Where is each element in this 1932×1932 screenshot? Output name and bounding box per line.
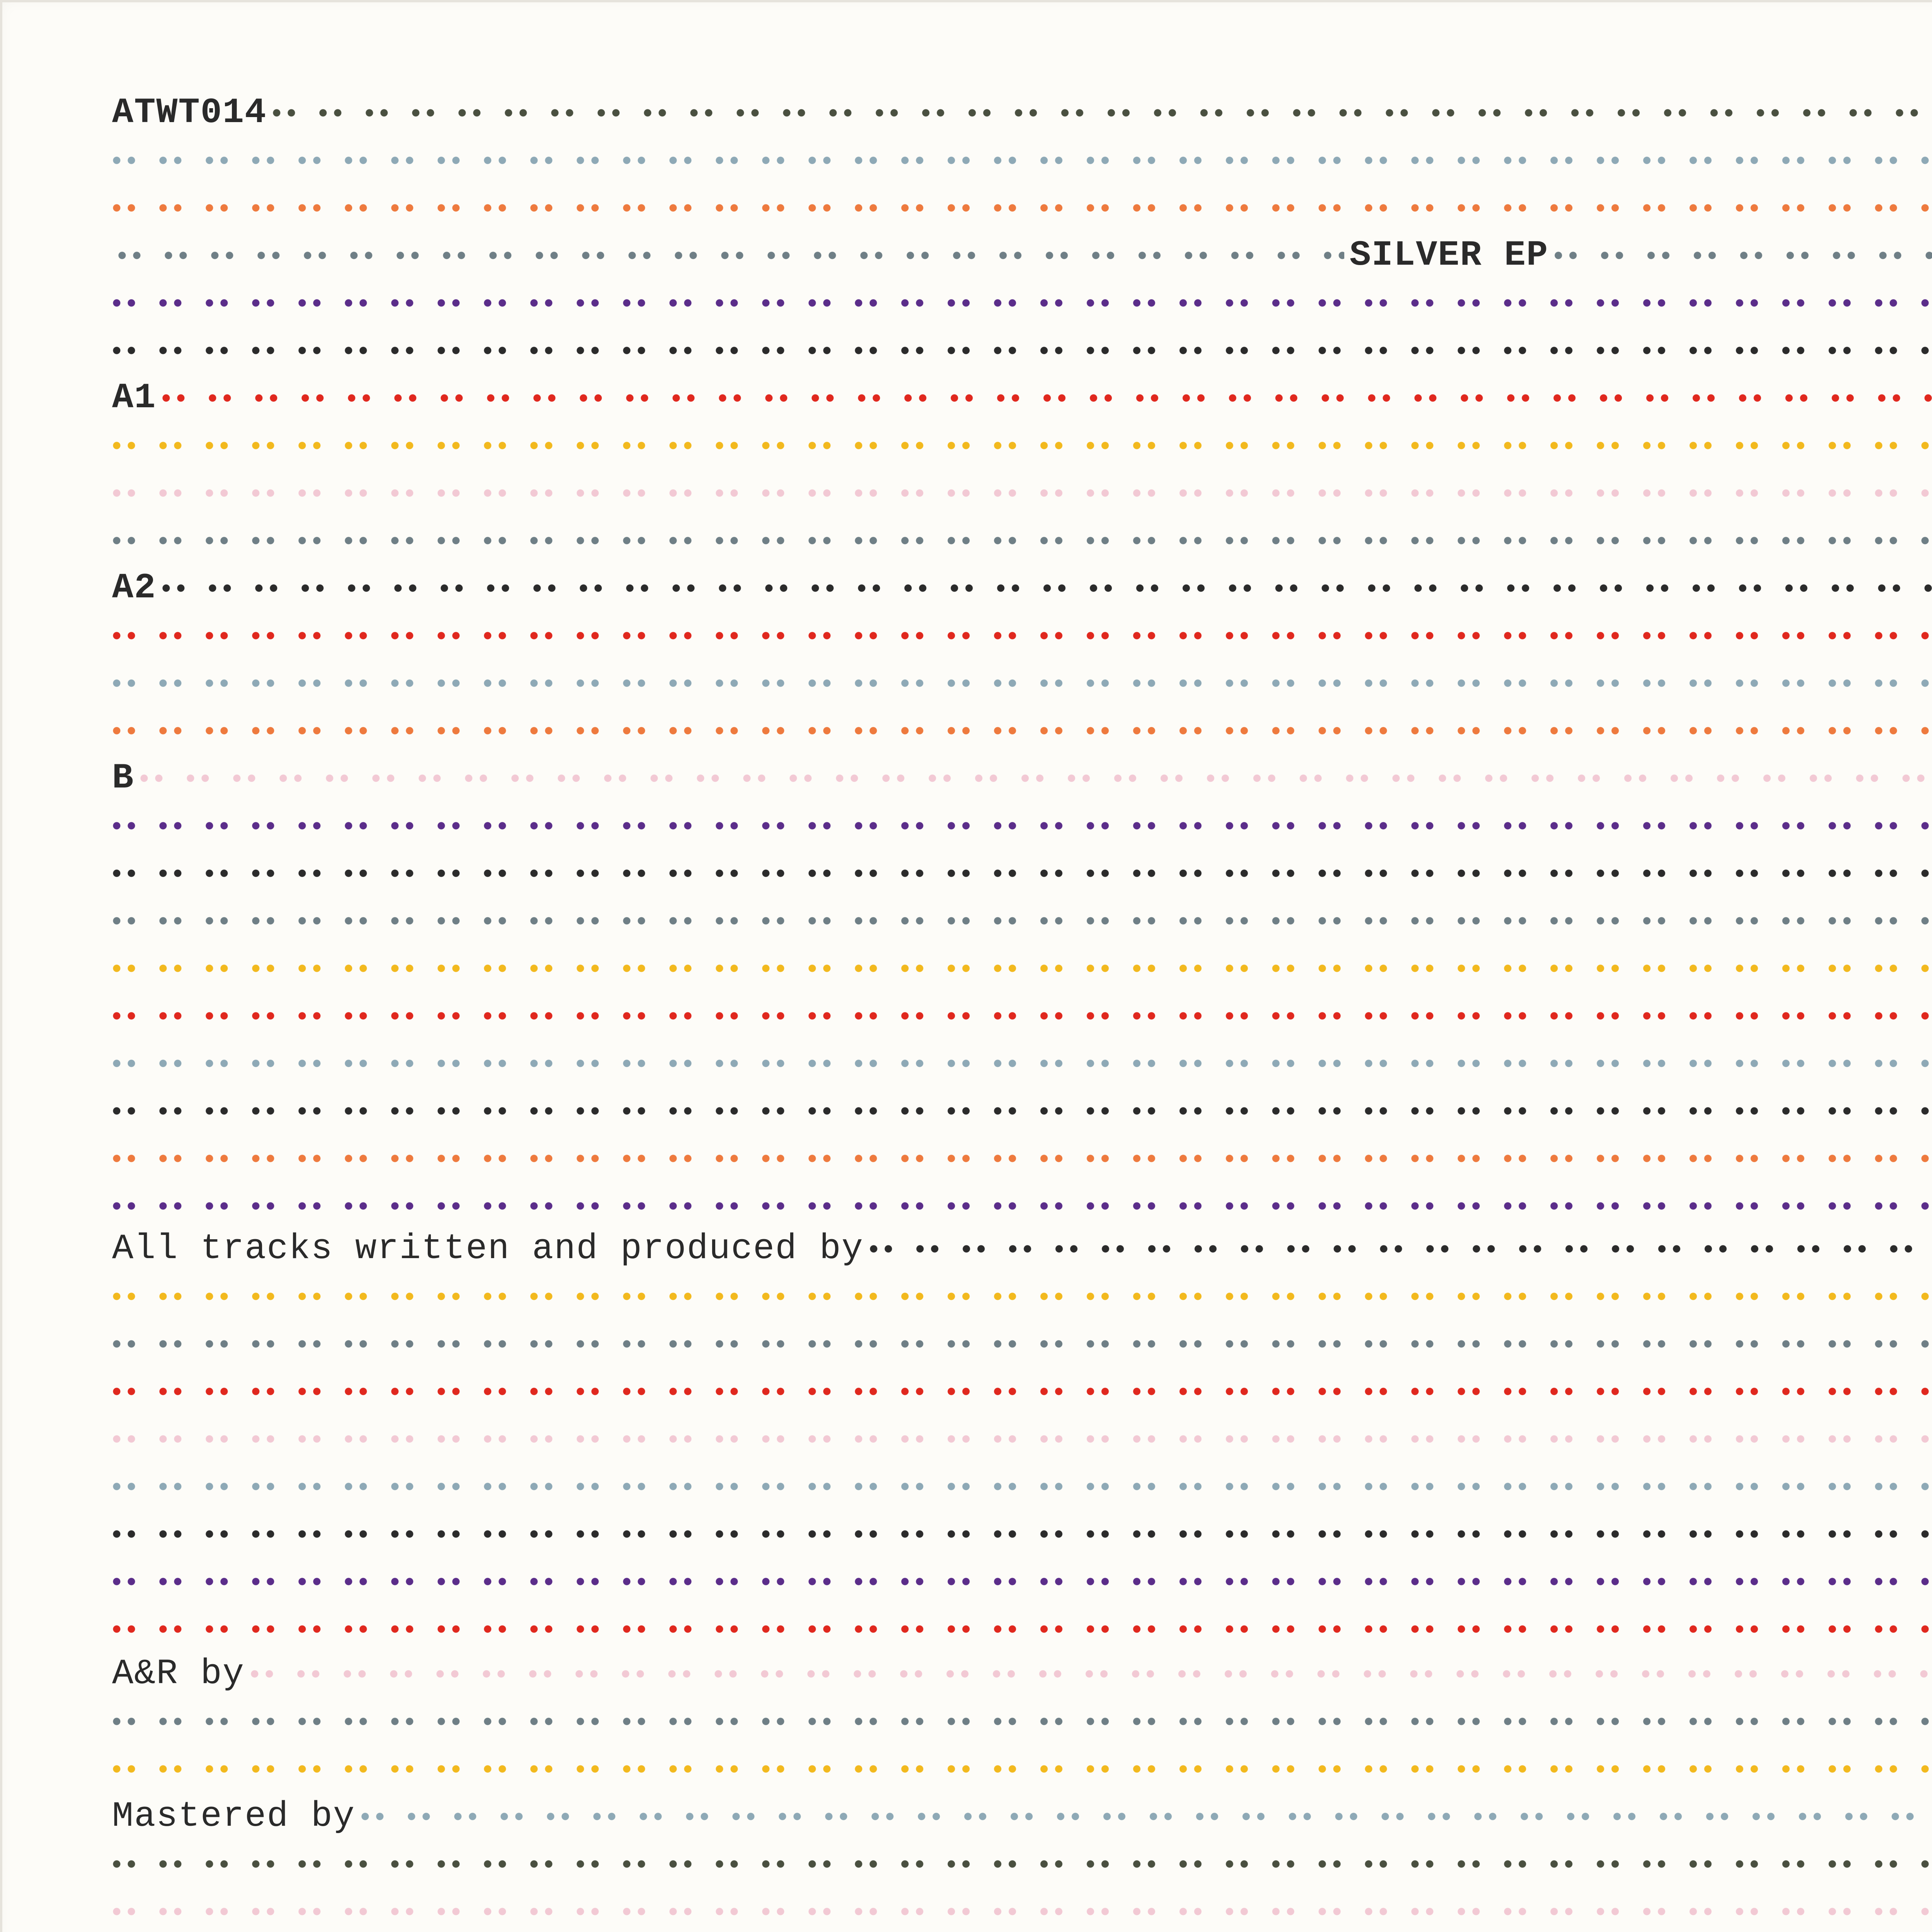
dot-leader (112, 1011, 1932, 1020)
dot-line (112, 1320, 1932, 1367)
dot-leader (250, 1669, 1932, 1679)
credit-role: Mastered by (112, 1796, 355, 1837)
dot-leader (112, 1292, 1932, 1301)
dot-leader (139, 774, 1932, 783)
dot-leader (112, 346, 1932, 355)
dot-line (112, 1745, 1932, 1793)
dot-leader (112, 1624, 1932, 1634)
dot-line (112, 1272, 1932, 1320)
track-side: A2 (112, 567, 156, 608)
dot-leader (112, 1339, 1932, 1349)
dot-line (112, 1182, 1932, 1230)
track-side: B (112, 757, 134, 798)
dot-leader (112, 1154, 1932, 1163)
dot-leader (112, 1482, 1932, 1491)
dot-line (112, 944, 1932, 992)
dot-line (112, 1697, 1932, 1745)
dot-line (112, 279, 1932, 327)
dot-leader (112, 869, 1932, 878)
dot-leader (112, 1059, 1932, 1068)
dot-line (112, 1134, 1932, 1182)
track-side: A1 (112, 377, 156, 418)
dot-leader (112, 203, 1932, 213)
credit-row (112, 1650, 1932, 1697)
dot-line (112, 659, 1932, 707)
dot-line (112, 897, 1932, 944)
track-row (112, 564, 1932, 612)
dot-leader (112, 1387, 1932, 1396)
dot-leader (112, 1717, 1932, 1726)
dot-line (112, 1510, 1932, 1558)
dot-leader (112, 726, 1932, 735)
track-row (112, 754, 1932, 802)
release-title: SILVER EP (1349, 235, 1549, 276)
dot-leader (117, 251, 1344, 260)
dot-line (112, 136, 1932, 184)
header-row (112, 89, 1932, 136)
dot-leader (112, 298, 1932, 308)
dot-line (112, 1605, 1932, 1653)
dot-line (112, 707, 1932, 754)
dot-leader (112, 679, 1932, 688)
dot-leader (112, 156, 1932, 165)
dot-line (112, 1087, 1932, 1134)
dot-leader (112, 1201, 1932, 1211)
dot-leader (112, 1529, 1932, 1539)
credit-row (112, 1793, 1932, 1840)
dot-leader (869, 1244, 1932, 1253)
credit-role: All tracks written and produced by (112, 1228, 864, 1269)
dot-line (112, 517, 1932, 564)
dot-line (112, 1415, 1932, 1463)
dot-leader (112, 536, 1932, 545)
dot-line (112, 1558, 1932, 1605)
catalog-number: ATWT014 (112, 92, 267, 133)
credit-row (112, 1225, 1932, 1272)
dot-line (112, 1039, 1932, 1087)
dot-leader (112, 1106, 1932, 1116)
track-row (112, 374, 1932, 422)
dot-line (112, 849, 1932, 897)
dot-line (112, 1888, 1932, 1932)
dot-leader (112, 916, 1932, 925)
dot-leader (112, 1577, 1932, 1586)
dot-leader (272, 108, 1932, 117)
dot-line (112, 612, 1932, 659)
dot-line (112, 422, 1932, 469)
dot-leader (112, 488, 1932, 498)
dot-line (112, 992, 1932, 1039)
dot-line (112, 1840, 1932, 1888)
dot-line (112, 184, 1932, 231)
dot-leader (112, 1859, 1932, 1869)
dot-line (112, 327, 1932, 374)
credit-role: A&R by (112, 1653, 245, 1694)
dot-leader (162, 583, 1932, 593)
dot-leader (361, 1812, 1932, 1821)
dot-leader (162, 393, 1932, 403)
dot-leader (112, 1764, 1932, 1774)
dot-line (112, 1367, 1932, 1415)
dot-line (112, 1463, 1932, 1510)
title-row (112, 231, 1932, 279)
dot-leader (112, 1907, 1932, 1916)
dot-line (112, 802, 1932, 849)
dot-leader (112, 631, 1932, 640)
dot-leader (112, 1434, 1932, 1444)
dot-leader (112, 441, 1932, 450)
dot-leader (112, 821, 1932, 830)
dot-line (112, 469, 1932, 517)
dot-leader (1554, 251, 1932, 260)
dot-leader (112, 964, 1932, 973)
